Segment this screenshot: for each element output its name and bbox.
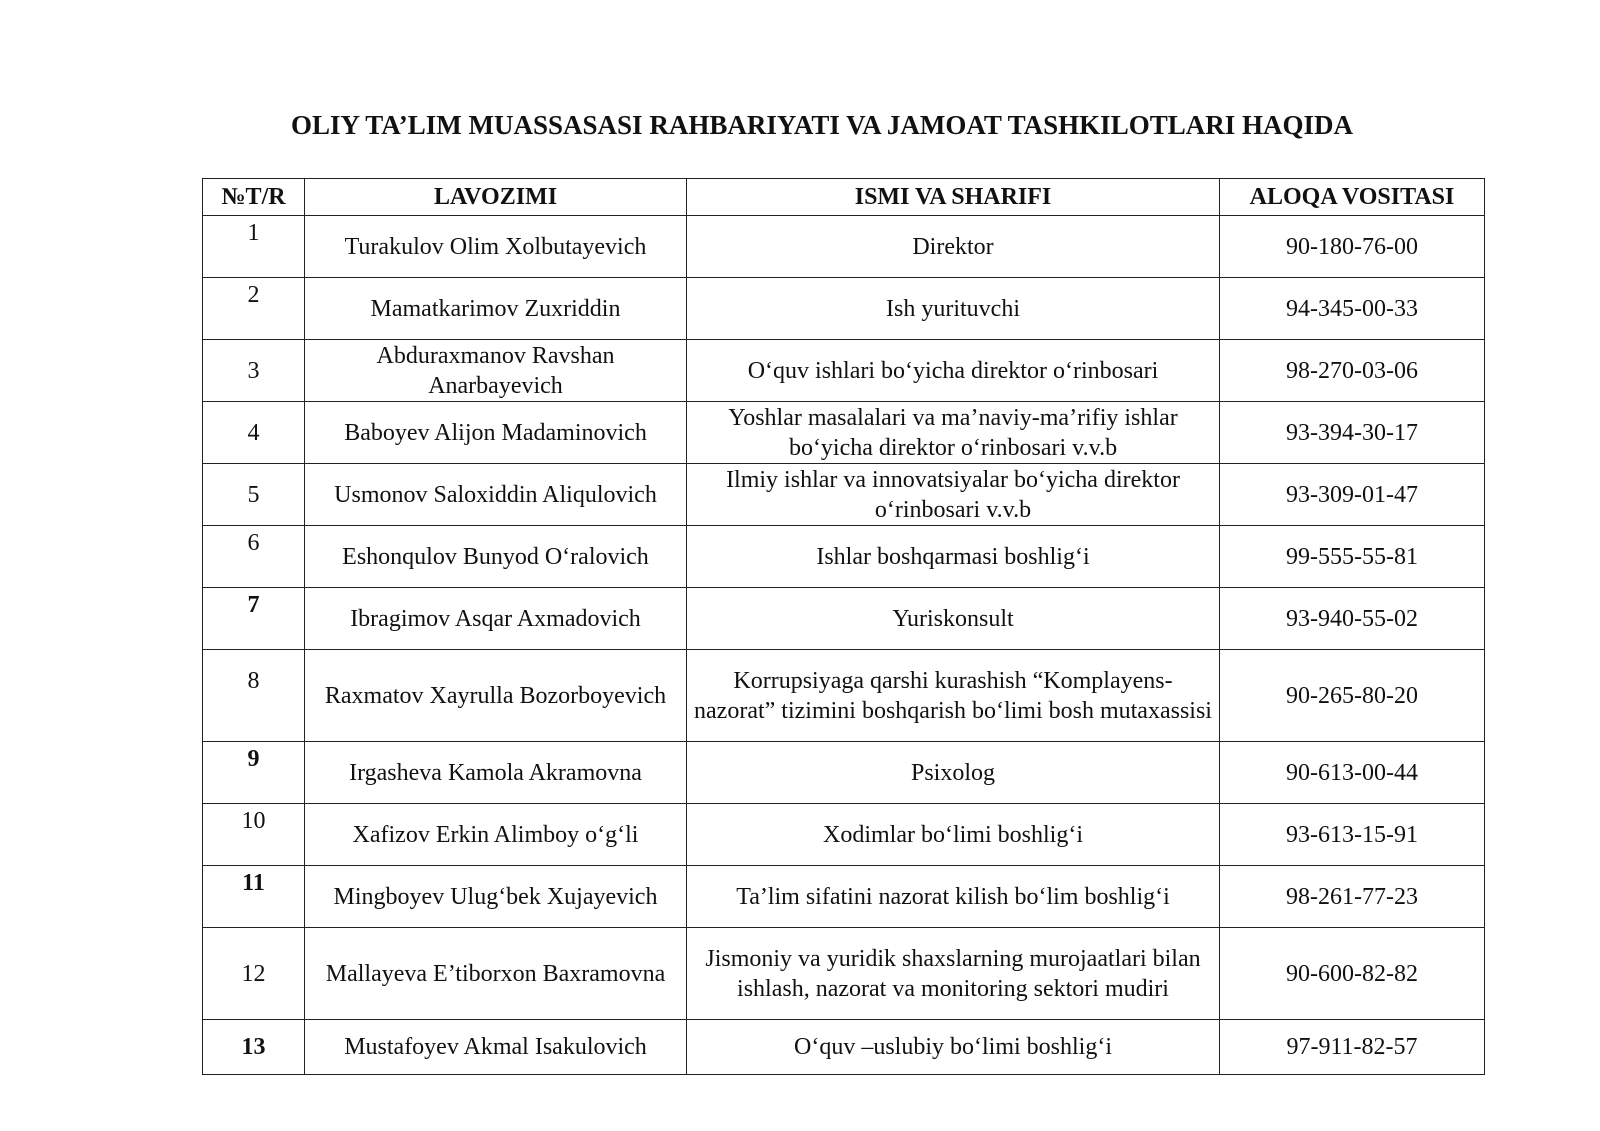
- table-cell: Xafizov Erkin Alimboy o‘g‘li: [305, 804, 687, 866]
- table-row: [203, 928, 1485, 1020]
- table-cell: Mustafoyev Akmal Isakulovich: [305, 1020, 687, 1075]
- table-cell: Irgasheva Kamola Akramovna: [305, 742, 687, 804]
- row-number-cell: [203, 526, 305, 588]
- row-number-cell: [203, 742, 305, 804]
- table-cell: Turakulov Olim Xolbutayevich: [305, 216, 687, 278]
- table-row: [203, 588, 1485, 650]
- phone-cell: 98-261-77-23: [1220, 866, 1485, 928]
- row-number: 2: [247, 282, 260, 308]
- header-contact: ALOQA VOSITASI: [1220, 179, 1485, 216]
- table-cell: Ish yurituvchi: [687, 278, 1220, 340]
- row-number: 6: [247, 530, 260, 556]
- row-number: 13: [241, 1034, 266, 1060]
- table-cell: Baboyev Alijon Madaminovich: [305, 402, 687, 464]
- row-number-cell: [203, 402, 305, 464]
- row-number-cell: [203, 340, 305, 402]
- row-number: 7: [247, 592, 260, 618]
- table-row: [203, 278, 1485, 340]
- row-number: 9: [247, 746, 260, 772]
- phone-cell: 90-180-76-00: [1220, 216, 1485, 278]
- row-number-cell: [203, 804, 305, 866]
- header-full-name: ISMI VA SHARIFI: [687, 179, 1220, 216]
- row-number-cell: [203, 866, 305, 928]
- row-number: 5: [247, 481, 260, 508]
- table-row: [203, 650, 1485, 742]
- table-row: [203, 742, 1485, 804]
- table-row: [203, 216, 1485, 278]
- row-number: 10: [241, 808, 266, 834]
- phone-cell: 90-613-00-44: [1220, 742, 1485, 804]
- staff-table: [202, 178, 1485, 1075]
- table-cell: Mingboyev Ulug‘bek Xujayevich: [305, 866, 687, 928]
- header-number: №T/R: [203, 179, 305, 216]
- phone-cell: 93-940-55-02: [1220, 588, 1485, 650]
- table-cell: Direktor: [687, 216, 1220, 278]
- table-cell: Ishlar boshqarmasi boshlig‘i: [687, 526, 1220, 588]
- table-cell: Abduraxmanov Ravshan Anarbayevich: [305, 340, 687, 402]
- phone-cell: 93-613-15-91: [1220, 804, 1485, 866]
- phone-cell: 93-309-01-47: [1220, 464, 1485, 526]
- table-header-row: [203, 179, 1485, 216]
- table-row: [203, 866, 1485, 928]
- table-cell: Eshonqulov Bunyod O‘ralovich: [305, 526, 687, 588]
- table-cell: Jismoniy va yuridik shaxslarning murojaatlari bilan ishlash, nazorat va monitoring sektori mudiri: [687, 928, 1220, 1020]
- table-cell: Usmonov Saloxiddin Aliqulovich: [305, 464, 687, 526]
- table-row: [203, 464, 1485, 526]
- table-cell: Ibragimov Asqar Axmadovich: [305, 588, 687, 650]
- table-row: [203, 402, 1485, 464]
- table-cell: Xodimlar bo‘limi boshlig‘i: [687, 804, 1220, 866]
- phone-cell: 97-911-82-57: [1220, 1020, 1485, 1075]
- phone-cell: 99-555-55-81: [1220, 526, 1485, 588]
- phone-cell: 90-265-80-20: [1220, 650, 1485, 742]
- table-cell: O‘quv ishlari bo‘yicha direktor o‘rinbosari: [687, 340, 1220, 402]
- row-number-cell: [203, 1020, 305, 1075]
- row-number: 8: [247, 668, 260, 694]
- row-number-cell: [203, 650, 305, 742]
- table-cell: O‘quv –uslubiy bo‘limi boshlig‘i: [687, 1020, 1220, 1075]
- phone-cell: 93-394-30-17: [1220, 402, 1485, 464]
- table-cell: Yoshlar masalalari va ma’naviy-ma’rifiy ishlar bo‘yicha direktor o‘rinbosari v.v.b: [687, 402, 1220, 464]
- row-number-cell: [203, 278, 305, 340]
- row-number: 11: [242, 870, 265, 896]
- table-cell: Korrupsiyaga qarshi kurashish “Komplayens-nazorat” tizimini boshqarish bo‘limi bosh mutaxassisi: [687, 650, 1220, 742]
- row-number: 12: [241, 960, 266, 987]
- row-number-cell: [203, 588, 305, 650]
- row-number: 3: [247, 357, 260, 384]
- table-row: [203, 526, 1485, 588]
- header-position: LAVOZIMI: [305, 179, 687, 216]
- table-cell: Psixolog: [687, 742, 1220, 804]
- row-number-cell: [203, 928, 305, 1020]
- table-cell: Ta’lim sifatini nazorat kilish bo‘lim boshlig‘i: [687, 866, 1220, 928]
- phone-cell: 90-600-82-82: [1220, 928, 1485, 1020]
- row-number: 1: [247, 220, 260, 246]
- row-number-cell: [203, 216, 305, 278]
- table-row: [203, 804, 1485, 866]
- table-row: [203, 1020, 1485, 1075]
- row-number: 4: [247, 419, 260, 446]
- row-number-cell: [203, 464, 305, 526]
- table-cell: Ilmiy ishlar va innovatsiyalar bo‘yicha direktor o‘rinbosari v.v.b: [687, 464, 1220, 526]
- table-cell: Mamatkarimov Zuxriddin: [305, 278, 687, 340]
- table-cell: Mallayeva E’tiborxon Baxramovna: [305, 928, 687, 1020]
- table-cell: Yuriskonsult: [687, 588, 1220, 650]
- table-cell: Raxmatov Xayrulla Bozorboyevich: [305, 650, 687, 742]
- table-row: [203, 340, 1485, 402]
- phone-cell: 94-345-00-33: [1220, 278, 1485, 340]
- page-title: OLIY TA’LIM MUASSASASI RAHBARIYATI VA JAMOAT TASHKILOTLARI HAQIDA: [291, 110, 1353, 140]
- phone-cell: 98-270-03-06: [1220, 340, 1485, 402]
